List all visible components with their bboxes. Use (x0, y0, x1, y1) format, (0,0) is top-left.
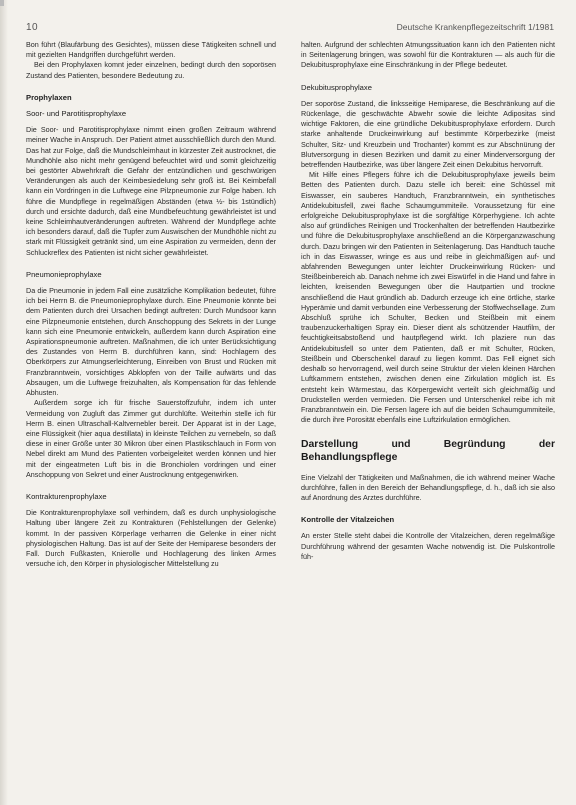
section-heading-prophylaxen: Prophylaxen (26, 92, 72, 102)
subheading-vitalzeichen: Kontrolle der Vitalzeichen (301, 515, 395, 525)
left-column (26, 40, 276, 797)
page-fold-shadow (0, 0, 8, 805)
paragraph: Da die Pneumonie in jedem Fall eine zusätzliche Komplikation bedeutet, führe ich bei Herrn B. die Pneumonieprophylaxe durch. Eine Pneumonie könnte bei dem Patienten durch drei Ursachen bedingt auftreten: Durch Mundsoor kann eine Pilzpneumonie entstehen, durch Anschoppung des Sekrets in der Lunge kann sich eine Pneumonie entwickeln, außerdem kann durch Aspiration eine Aspirationspneumonie auftreten. Maßnahmen, die ich unter Berücksichtigung des Zustandes von Herrn B. durchführen kann, sind: Hochlagern des Oberkörpers zur Atmungserleichterung, Einreiben von Brust und Rücken mit Franzbranntwein, vorsichtiges Abklopfen von der Taille aufwärts und das Absaugen, um die Luftwege freizuhalten, als Kompensation für das fehlende Abhusten. (26, 286, 276, 398)
journal-title: Deutsche Krankenpflegezeitschrift 1/1981 (396, 22, 554, 32)
subheading-dekubitus: Dekubitusprophylaxe (301, 82, 372, 92)
section-heading-behandlungspflege: Darstellung und Begründung der Behandlungspflege (301, 439, 555, 463)
paragraph: Bon führt (Blaufärbung des Gesichtes), müssen diese Tätigkeiten schnell und mit gezielten Handgriffen durchgeführt werden. (26, 40, 276, 60)
paragraph: Mit Hilfe eines Pflegers führe ich die Dekubitusprophylaxe jeweils beim Betten des Patienten durch. Dazu stelle ich bereit: eine Schüssel mit Eiswasser, ein sauberes Handtuch, Franzbranntwein, ein synthetisches Antidekubitusfell, zwei flache Schaumgummiteile. Voraussetzung für eine erfolgreiche Dekubitusprophylaxe ist die sorgfältige Körperhygiene. Ich achte also auf gründliches Reinigen und Trockenhalten der betreffenden Hautbezirke und führe die Dekubitusprophylaxe anschließend an die Körperganzwaschung durch. Dazu bringen wir den Patienten in Seitenlagerung. Das Handtuch tauche ich in das Eiswasser, wringe es aus und reibe in gleichmäßigen auf- und abfahrenden Bewegungen unter leichter Druckeinwirkung Rücken- und Steißbeinbereich ab. Danach nehme ich zwei Eiswürfel in die Hand und fahre in leichten, kreisenden Bewegungen über die Hautpartien und trockne anschließend die Haut gründlich ab. Dadurch erzeuge ich eine örtliche, starke Hyperämie und damit verbunden eine Verbesserung der Stoffwechsellage. Zum Abschluß sprühe ich Schulter, Becken und Steißbein mit einem traubenzuckerhaltigen Spray ein. Dieser dient als schützender Hautfilm, der feuchtigkeitsabstoßend und hautpflegend wirkt. Ich plaziere nun das Antidekubitusfell so unter dem Patienten, daß er mit Schulter, Rücken, Steißbein und Oberschenkel darauf zu liegen kommt. Das Fell eignet sich deshalb so hervorragend, weil durch seine Struktur der vielen kleinen Härchen Luftkammern entstehen, zwischen denen eine Zirkulation möglich ist. Es entsteht kein Wärmestau, das Körpergewicht verteilt sich gleichmäßig und Druckstellen werden vermieden. Die Fersen und Unterschenkel reibe ich mit Franzbranntwein ein. Die Fersen lagere ich auf die beiden Schaumgummiteile, die durch ihre Porosität ebenfalls eine Luftzirkulation ermöglichen. (301, 170, 555, 425)
paragraph: Die Kontrakturenprophylaxe soll verhindern, daß es durch unphysiologische Haltung über längere Zeit zu Kontrakturen (Fehlstellungen der Gelenke) kommt. In der passiven Körperlage verharren die Gelenke in einer nicht physiologischen Haltung. Das ist auf der Seite der Hemiparese besonders der Fall. Durch Fußkasten, Knierolle und Hochlagerung des linken Armes versuche ich, den Körper in physiologischer Mittelstellung zu (26, 508, 276, 569)
paragraph: Außerdem sorge ich für frische Sauerstoffzufuhr, indem ich unter Vermeidung von Zugluft das Zimmer gut durchlüfte. Weiterhin stelle ich für Herrn B. einen Ultraschall-Kaltvernebler bereit. Der Apparat ist in der Lage, eine Flüssigkeit (hier aqua destillata) in kleinste Teilchen zu vernebeln, so daß diese in einer Größe unter 30 Mikron über einen Plastikschlauch in Form von Nebel direkt am Mund des Patienten vorbeigeleitet werden können und hier mit der eingeatmeten Luft bis in die Bronchiolen vordringen und einer Anschoppung von Sekret und einer Austrocknung entgegenwirken. (26, 398, 276, 479)
page-number: 10 (26, 21, 39, 33)
paragraph: An erster Stelle steht dabei die Kontrolle der Vitalzeichen, deren regelmäßige Durchführung während der gesamten Wache notwendig ist. Die Pulskontrolle füh- (301, 531, 555, 561)
paragraph: Die Soor- und Parotitisprophylaxe nimmt einen großen Zeitraum während meiner Wache in Anspruch. Der Patient atmet ausschließlich durch den Mund. Das hat zur Folge, daß die Mundschleimhaut in kürzester Zeit austrocknet, die Mundhöhle also nicht mehr genügend befeuchtet wird und somit gleichzeitig bei gestörter Abwehrkraft die Gefahr der entzündlichen und geschwürigen Veränderungen als auch der Keimbesiedelung sehr groß ist. Bei Keimbefall kann ein Vordringen in die Luftwege eine Pilzpneumonie zur Folge haben. Ich führe die Mundpflege in regelmäßigen Abständen (etwa ½- bis 1stündlich) durch und ersichte dadurch, daß eine Mundbefeuchtung gewährleistet ist und keine Schleimhautveränderungen auftreten. Während der Mundpflege achte ich besonders darauf, daß die Tupfer zum Auswischen der Mundhöhle nicht zu stark mit Flüssigkeit getränkt sind, um eine Aspiration zu vermeiden, denn der Schluckreflex des Patienten ist nicht sicher gewährleistet. (26, 125, 276, 257)
paragraph: Bei den Prophylaxen komnt jeder einzelnen, bedingt durch den soporösen Zustand des Patienten, besondere Bedeutung zu. (26, 60, 276, 80)
paragraph: Eine Vielzahl der Tätigkeiten und Maßnahmen, die ich während meiner Wache durchführe, fallen in den Bereich der Behandlungspflege, d. h., daß ich sie also auf Anordnung des Arztes durchführe. (301, 472, 555, 502)
paragraph: halten. Aufgrund der schlechten Atmungssituation kann ich den Patienten nicht in Seitenlagerung bringen, was sowohl für die Kontrakturen — als auch für die Dekubitusprophylaxe eine Einschränkung in der Pflege bedeutet. (301, 40, 555, 70)
paragraph: Der soporöse Zustand, die linksseitige Hemiparese, die Beschränkung auf die Rückenlage, die geschwächte Abwehr sowie die leichte Adipositas sind wichtige Faktoren, die eine gründliche Dekubitusprophylaxe erfordern. Durch starke anhaltende Druckeinwirkung auf bestimmte Körperbezirke (meist Schulter, Sitz- und Kreuzbein und Trochanter) kommt es zur Abschnürung der Blutversorgung in diesen Bezirken und damit zu einer Minderversorgung der betreffenden Hautbezirke, was über längere Zeit einen Dekubitus hervorruft. (301, 98, 555, 170)
corner-mark (0, 0, 4, 6)
subheading-pneumonie: Pneumonieprophylaxe (26, 269, 102, 279)
right-column (301, 40, 555, 797)
subheading-kontraktur: Kontrakturenprophylaxe (26, 491, 107, 501)
subheading-soor: Soor- und Parotitisprophylaxe (26, 109, 127, 119)
page-header (26, 18, 554, 36)
